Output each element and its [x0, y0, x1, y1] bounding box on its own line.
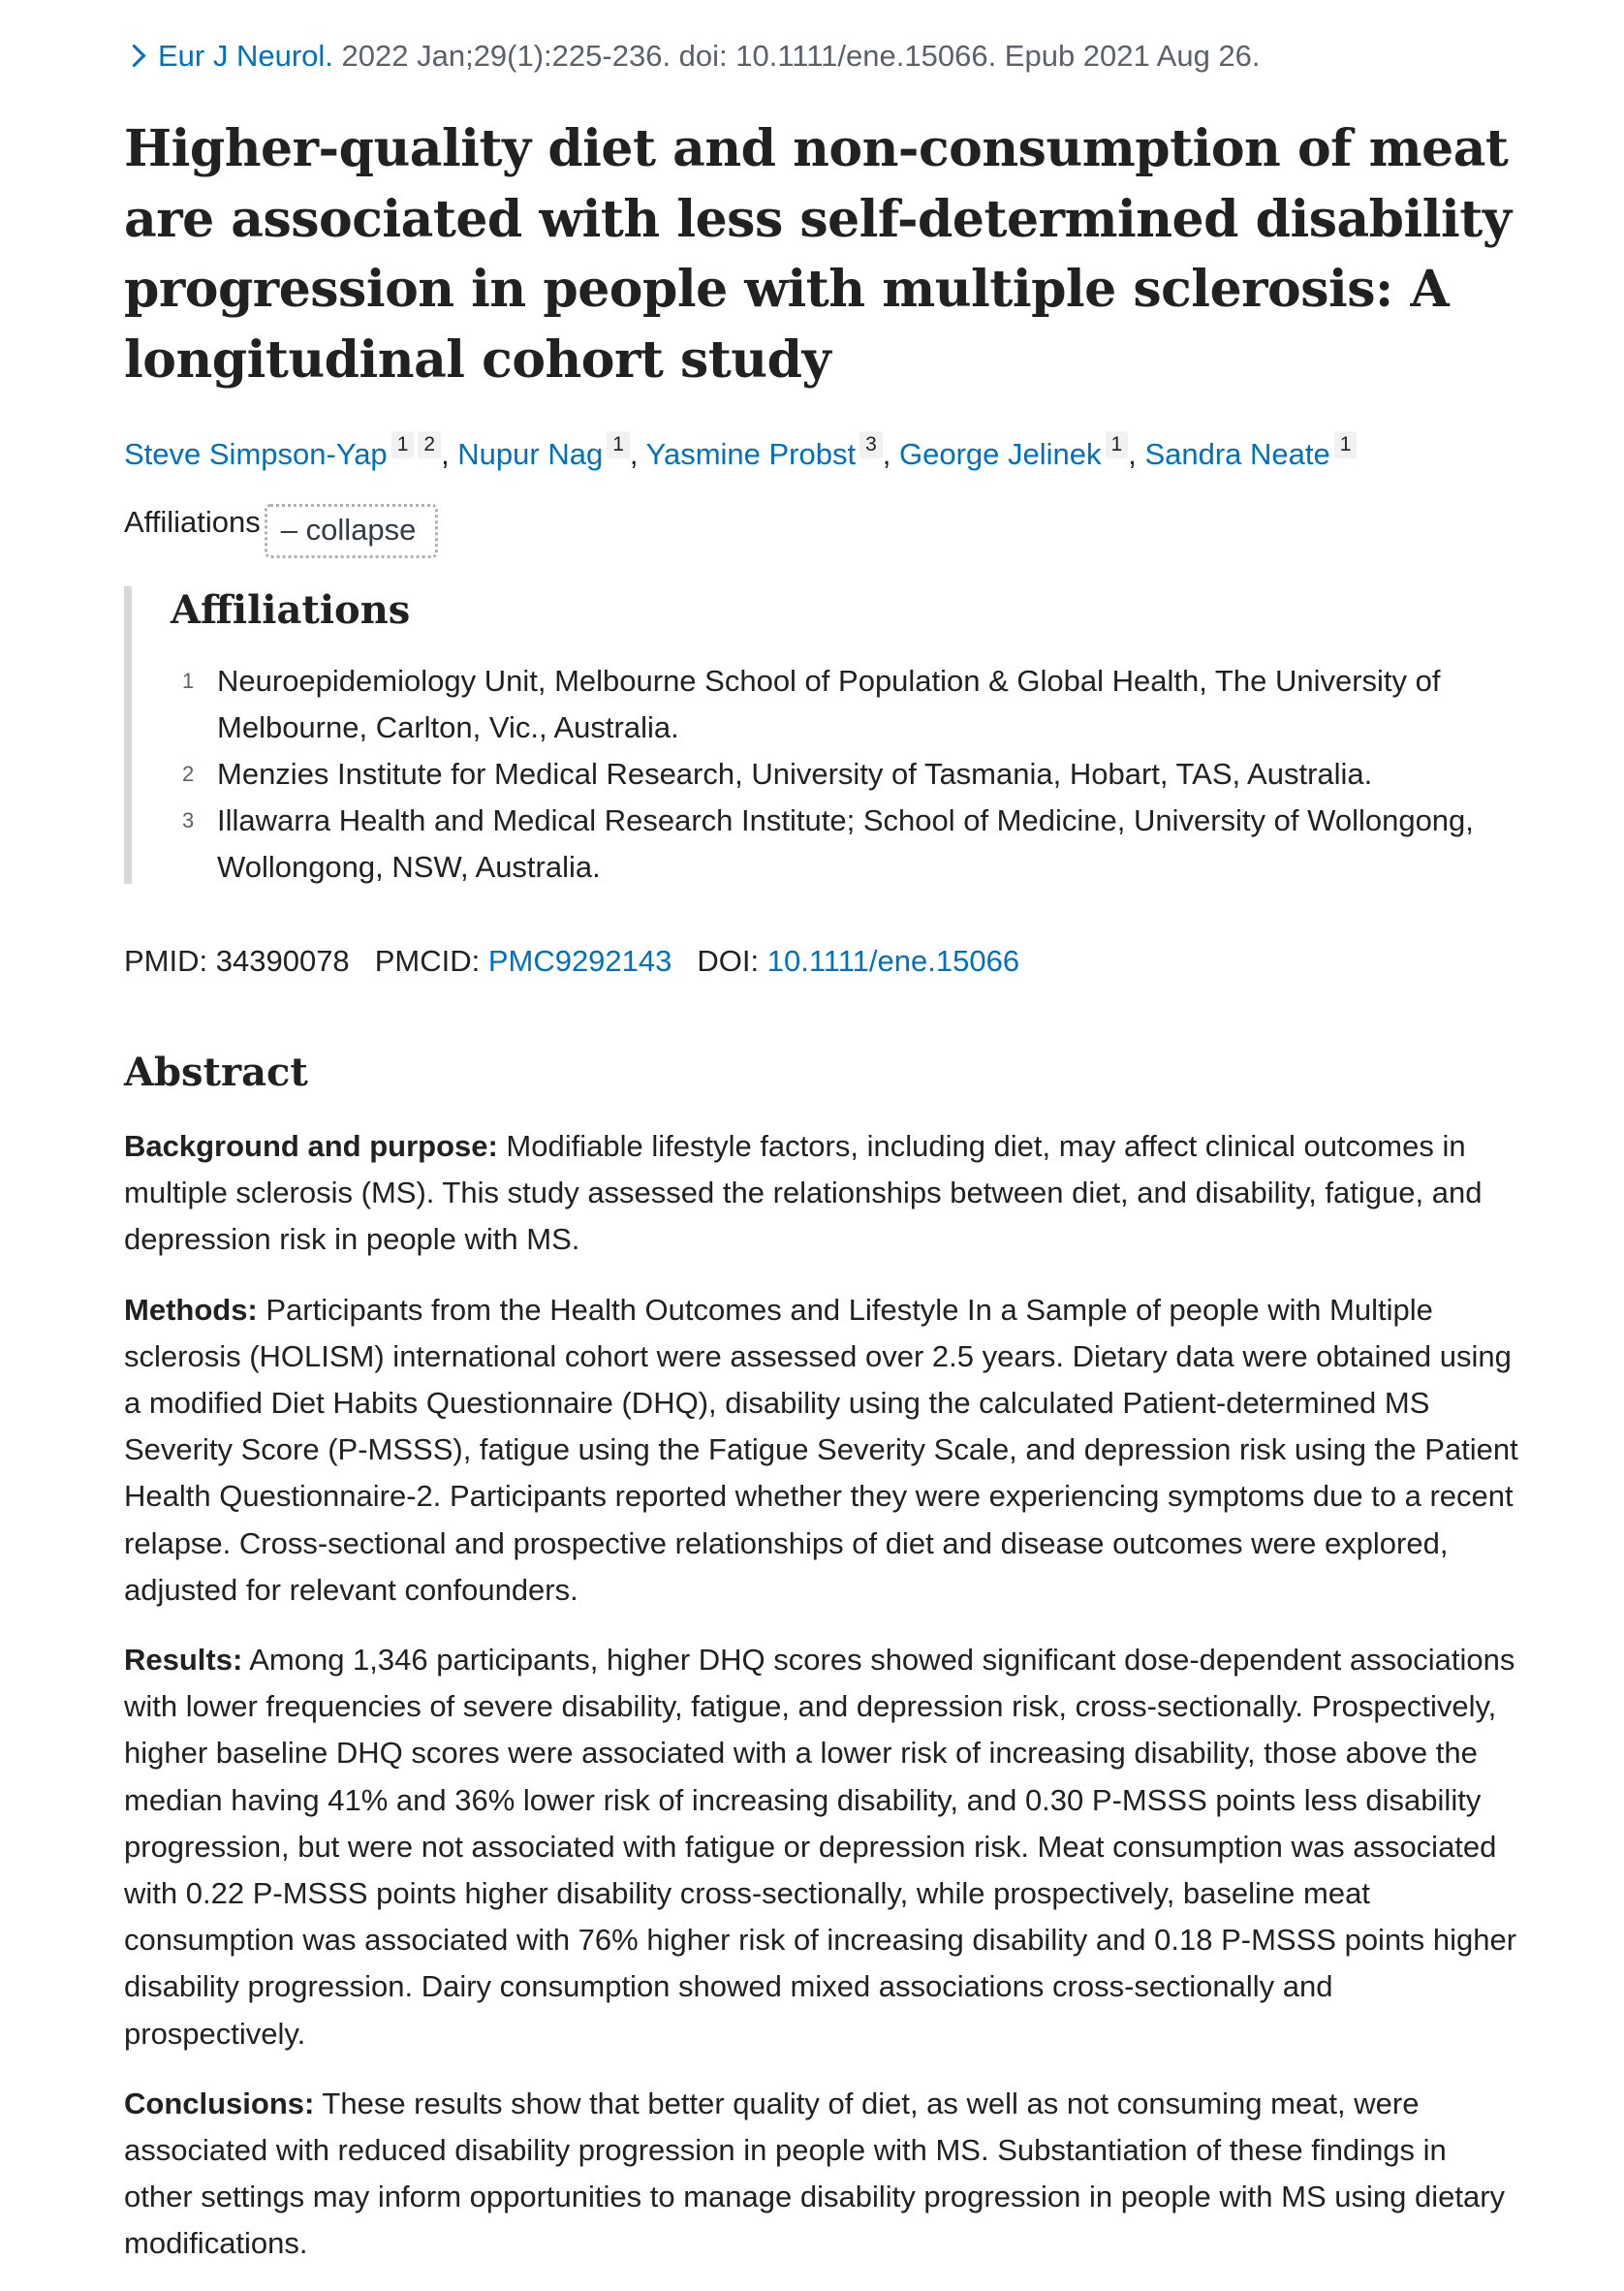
affiliations-toggle-row	[124, 501, 438, 558]
abstract-body	[124, 1123, 1519, 2291]
affiliations-label: Affiliations	[124, 505, 261, 539]
affiliation-ref[interactable]: 3	[859, 431, 883, 458]
affiliations-panel	[124, 586, 1527, 884]
pmid-value: 34390078	[215, 944, 350, 978]
article-title: Higher-quality diet and non-consumption of meat are associated with less self-determined disability progression in people with multiple sclerosis: A longitudinal cohort study	[124, 119, 1512, 390]
author-separator: ,	[882, 437, 900, 471]
journal-link[interactable]: Eur J Neurol.	[158, 39, 333, 73]
affiliation-ref[interactable]: 2	[418, 431, 441, 458]
affiliations-heading: Affiliations	[171, 587, 411, 633]
section-label: Background and purpose:	[124, 1129, 498, 1163]
affiliation-ref[interactable]: 1	[391, 431, 415, 458]
author-separator: ,	[441, 437, 458, 471]
author-separator: ,	[1128, 437, 1145, 471]
affiliation-item	[171, 798, 1527, 891]
author-separator: ,	[629, 437, 646, 471]
affiliation-item	[171, 658, 1527, 751]
affiliations-list	[171, 658, 1527, 891]
author-list	[124, 431, 1519, 476]
article-identifiers	[124, 940, 1019, 983]
pmcid-label: PMCID:	[374, 944, 481, 978]
author-link[interactable]: Nupur Nag	[457, 437, 604, 471]
abstract-results	[124, 1637, 1519, 2057]
section-label: Conclusions:	[124, 2086, 315, 2120]
abstract-conclusions	[124, 2081, 1519, 2268]
affiliation-ref[interactable]: 1	[1334, 431, 1358, 458]
author-link[interactable]: Sandra Neate	[1144, 437, 1330, 471]
affiliation-number: 3	[182, 808, 195, 832]
affiliation-number: 2	[182, 762, 195, 786]
affiliation-number: 1	[182, 669, 195, 693]
section-text: These results show that better quality of diet, as well as not consuming meat, were associated with reduced disability progression in people with MS. Substantiation of these findings in other settings may inform opportunities to manage disability progression in people with MS using dietary modifications.	[124, 2086, 1506, 2261]
section-text: Participants from the Health Outcomes and Lifestyle In a Sample of people with Multiple sclerosis (HOLISM) international cohort were assessed over 2.5 years. Dietary data were obtained using a modified Diet Habits Questionnaire (DHQ), disability using the calculated Patient-determined MS Severity Score (P-MSSS), fatigue using the Fatigue Severity Scale, and depression risk using the Patient Health Questionnaire-2. Participants reported whether they were experiencing symptoms due to a recent relapse. Cross-sectional and prospective relationships of diet and disease outcomes were explored, adjusted for relevant confounders.	[124, 1292, 1518, 1607]
pmid-label: PMID:	[124, 944, 208, 978]
abstract-methods	[124, 1287, 1519, 1614]
collapse-affiliations-button[interactable]: – collapse	[265, 504, 439, 558]
chevron-right-icon[interactable]	[122, 45, 145, 68]
author-link[interactable]: Steve Simpson-Yap	[124, 437, 388, 471]
affiliation-text: Menzies Institute for Medical Research, University of Tasmania, Hobart, TAS, Australia.	[217, 757, 1373, 791]
affiliation-item	[171, 751, 1527, 798]
doi-link[interactable]: 10.1111/ene.15066	[766, 944, 1020, 978]
author-link[interactable]: Yasmine Probst	[645, 437, 857, 471]
section-text: Modifiable lifestyle factors, including diet, may affect clinical outcomes in multiple sclerosis (MS). This study assessed the relationships between diet, and disability, fatigue, and depression risk in people with MS.	[124, 1129, 1483, 1257]
affiliation-text: Neuroepidemiology Unit, Melbourne School of Population & Global Health, The University of Melbourne, Carlton, Vic., Australia.	[217, 664, 1441, 744]
pmcid-link[interactable]: PMC9292143	[487, 944, 672, 978]
affiliation-ref[interactable]: 1	[607, 431, 630, 458]
abstract-heading: Abstract	[124, 1050, 308, 1095]
section-label: Methods:	[124, 1292, 258, 1327]
affiliation-ref[interactable]: 1	[1106, 431, 1129, 458]
author-link[interactable]: George Jelinek	[899, 437, 1102, 471]
journal-citation	[124, 35, 1261, 78]
abstract-background	[124, 1123, 1519, 1264]
doi-label: DOI:	[697, 944, 760, 978]
section-label: Results:	[124, 1643, 243, 1678]
citation-details: 2022 Jan;29(1):225-236. doi: 10.1111/ene.15066. Epub 2021 Aug 26.	[332, 39, 1261, 73]
affiliation-text: Illawarra Health and Medical Research Institute; School of Medicine, University of Wollongong, Wollongong, NSW, Australia.	[217, 803, 1474, 884]
section-text: Among 1,346 participants, higher DHQ scores showed significant dose-dependent associations with lower frequencies of severe disability, fatigue, and depression risk, cross-sectionally. Prospectively, higher baseline DHQ scores were associated with a lower risk of increasing disability, those above the median having 41% and 36% lower risk of increasing disability, and 0.30 P-MSSS points less disability progression, but were not associated with fatigue or depression risk. Meat consumption was associated with 0.22 P-MSSS points higher disability cross-sectionally, while prospectively, baseline meat consumption was associated with 76% higher risk of increasing disability and 0.18 P-MSSS points higher disability progression. Dairy consumption showed mixed associations cross-sectionally and prospectively.	[124, 1643, 1517, 2051]
